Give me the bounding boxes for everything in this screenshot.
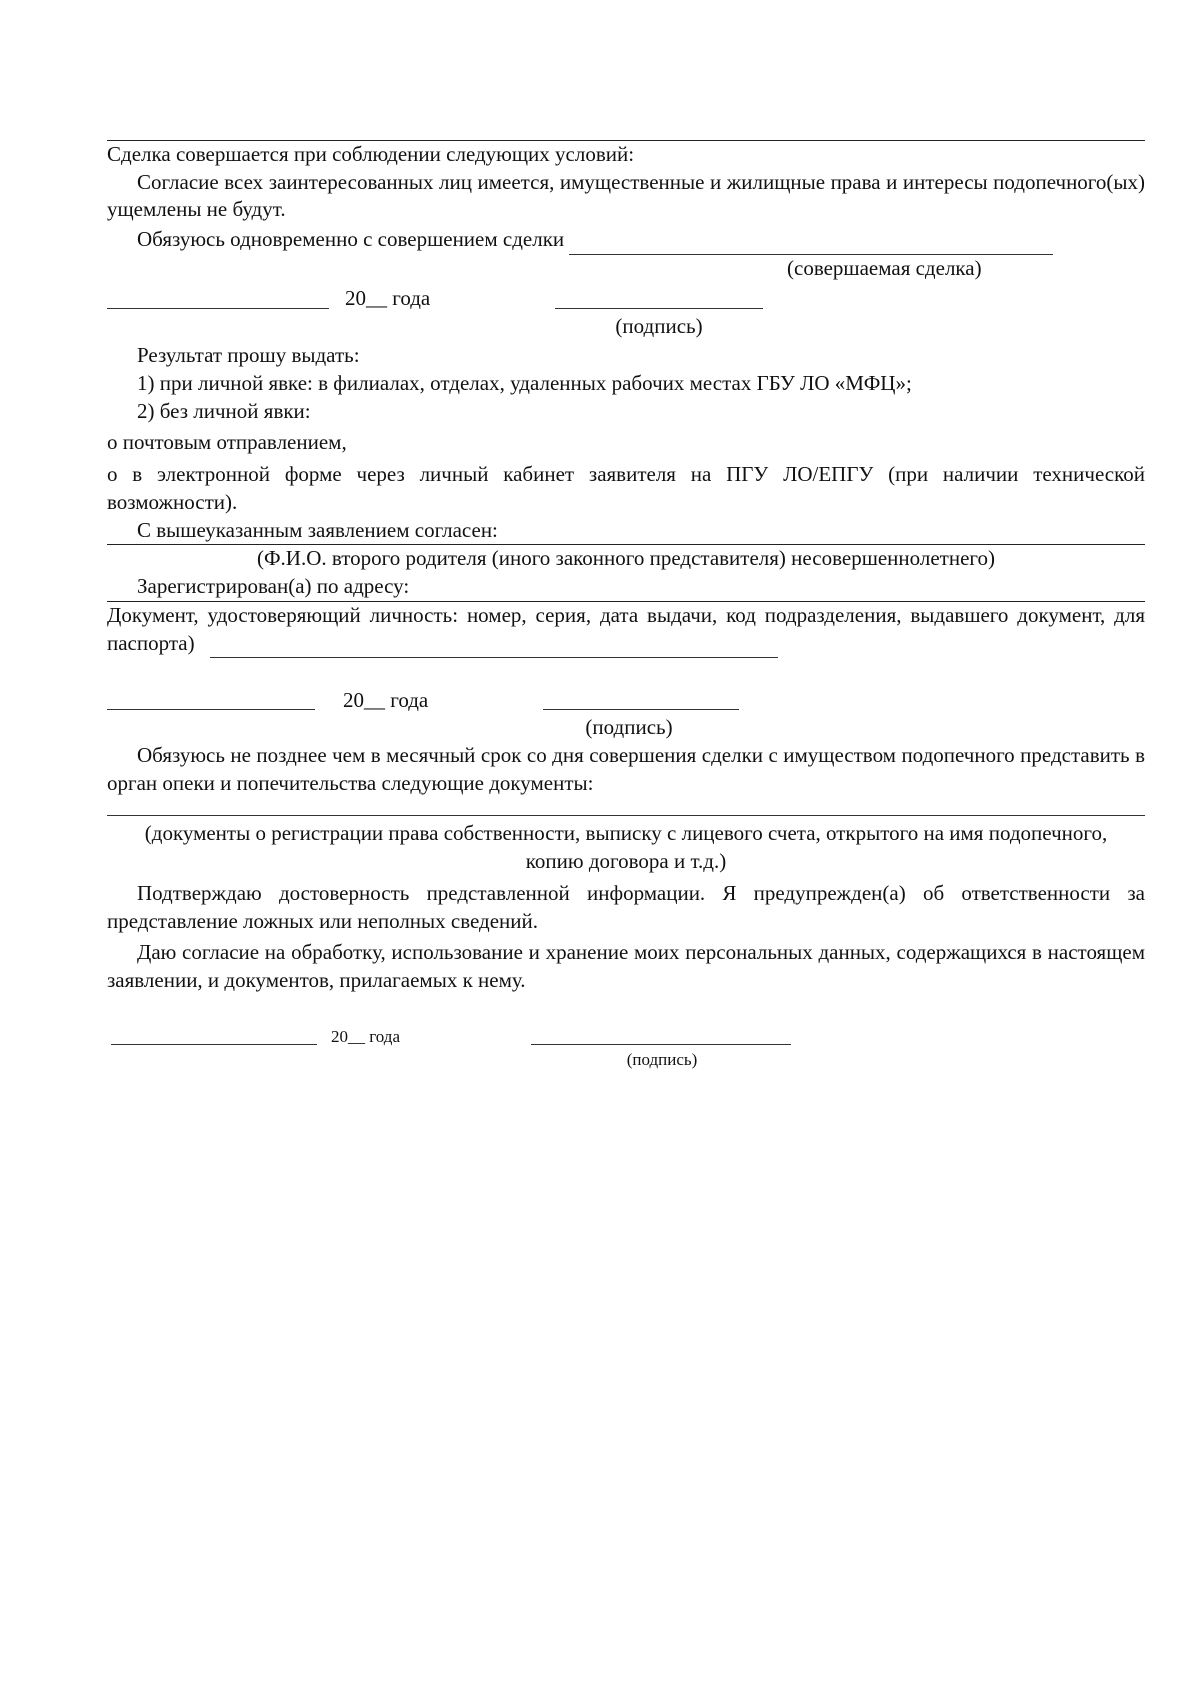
intro-heading: Сделка совершается при соблюдении следующих условий:: [107, 142, 635, 166]
result-option-2a: о почтовым отправлением,: [107, 430, 347, 455]
personal-data-paragraph: Даю согласие на обработку, использование и хранение моих персональных данных, содержащихся в настоящем заявлении, и документов, прилагаемых к нему.: [107, 940, 1145, 992]
result-heading: Результат прошу выдать:: [137, 343, 360, 368]
signature-caption-3: (подпись): [626, 1049, 698, 1069]
date-signature-row-2: [107, 684, 1145, 714]
obligation-line: [107, 226, 1145, 255]
year-label-1: 20__ года: [345, 285, 431, 310]
date-field-2[interactable]: [107, 708, 315, 710]
year-label-2: 20__ года: [343, 687, 429, 712]
result-option-1: 1) при личной явке: в филиалах, отделах, удаленных рабочих местах ГБУ ЛО «МФЦ»;: [137, 371, 912, 396]
consent-paragraph: Согласие всех заинтересованных лиц имеется, имущественные и жилищные права и интересы подопечного(ых) ущемлены не будут.: [107, 169, 1145, 222]
spacer: [107, 658, 1145, 684]
date-signature-row-1: [107, 283, 1145, 313]
parent-caption: (Ф.И.О. второго родителя (иного законного представителя) несовершеннолетнего): [256, 546, 996, 571]
signature-field-2[interactable]: [543, 708, 739, 710]
documents-caption: (документы о регистрации права собственности, выписку с лицевого счета, открытого на имя подопечного, копию договора и т.д.): [144, 821, 1108, 874]
signature-caption-1: (подпись): [615, 313, 703, 338]
confirm-paragraph: Подтверждаю достоверность представленной информации. Я предупрежден(а) об ответственности за представление ложных или неполных сведений.: [107, 880, 1145, 933]
spacer: [107, 797, 1145, 815]
date-field-1[interactable]: [107, 307, 329, 309]
spacer: [107, 995, 1145, 1019]
signature-field-1[interactable]: [555, 307, 763, 309]
identity-document-line: [107, 602, 1145, 658]
signature-caption-2: (подпись): [585, 715, 673, 740]
monthly-obligation-paragraph: Обязуюсь не позднее чем в месячный срок со дня совершения сделки с имуществом подопечного представить в орган опеки и попечительства следующие документы:: [107, 742, 1145, 795]
registered-line: Зарегистрирован(а) по адресу:: [137, 574, 410, 599]
deal-field[interactable]: [569, 226, 1053, 255]
obligation-text: Обязуюсь одновременно с совершением сделки: [137, 227, 565, 252]
result-option-2: 2) без личной явки:: [137, 398, 311, 423]
identity-document-field[interactable]: [210, 630, 778, 659]
agree-line: С вышеуказанным заявлением согласен:: [137, 517, 498, 542]
deal-caption: (совершаемая сделка): [787, 255, 982, 280]
date-signature-row-3: [107, 1019, 1145, 1049]
document-body: [107, 140, 1145, 1071]
result-option-2b: о в электронной форме через личный кабинет заявителя на ПГУ ЛО/ЕПГУ (при наличии технической возможности).: [107, 462, 1145, 514]
signature-field-3[interactable]: [531, 1043, 791, 1045]
identity-document-text: Документ, удостоверяющий личность: номер, серия, дата выдачи, код подразделения, выдавшего документ, для паспорта): [107, 602, 1145, 655]
year-label-3: 20__ года: [331, 1027, 401, 1047]
date-field-3[interactable]: [111, 1043, 317, 1045]
